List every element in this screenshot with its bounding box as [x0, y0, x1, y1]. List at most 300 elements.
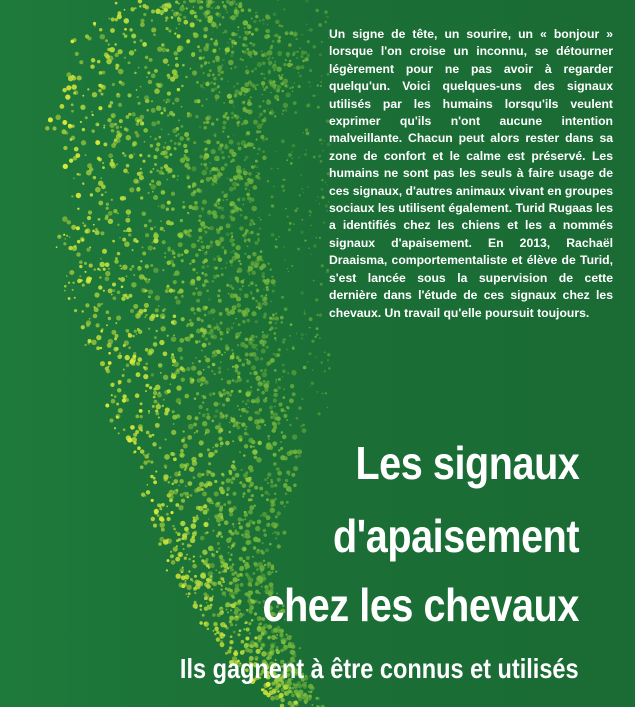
illustration-dot — [167, 261, 171, 265]
illustration-dot — [241, 8, 245, 12]
illustration-dot — [263, 77, 266, 80]
illustration-dot — [262, 331, 264, 333]
illustration-dot — [79, 60, 83, 64]
illustration-dot — [108, 44, 110, 46]
illustration-dot — [203, 56, 205, 58]
illustration-dot — [130, 309, 134, 313]
illustration-dot — [181, 317, 185, 321]
illustration-dot — [129, 50, 134, 55]
illustration-dot — [272, 441, 277, 446]
illustration-dot — [251, 294, 252, 295]
illustration-dot — [227, 116, 229, 118]
illustration-dot — [221, 637, 223, 639]
illustration-dot — [163, 99, 165, 101]
illustration-dot — [183, 443, 188, 448]
illustration-dot — [255, 590, 259, 594]
illustration-dot — [299, 194, 301, 196]
illustration-dot — [275, 327, 277, 329]
illustration-dot — [176, 27, 178, 29]
illustration-dot — [169, 490, 175, 496]
illustration-dot — [204, 355, 207, 358]
illustration-dot — [188, 481, 193, 486]
illustration-dot — [267, 99, 269, 101]
illustration-dot — [272, 40, 275, 43]
illustration-dot — [281, 431, 284, 434]
illustration-dot — [249, 223, 252, 226]
illustration-dot — [261, 349, 266, 354]
illustration-dot — [123, 428, 126, 431]
illustration-dot — [177, 175, 179, 177]
illustration-dot — [203, 395, 207, 399]
illustration-dot — [97, 157, 101, 161]
illustration-dot — [239, 451, 241, 453]
illustration-dot — [140, 415, 143, 418]
illustration-dot — [194, 516, 199, 521]
illustration-dot — [204, 63, 207, 66]
illustration-dot — [113, 209, 117, 213]
illustration-dot — [242, 320, 245, 323]
illustration-dot — [317, 391, 319, 393]
illustration-dot — [218, 73, 221, 76]
illustration-dot — [263, 301, 267, 305]
illustration-dot — [262, 275, 265, 278]
illustration-dot — [71, 103, 74, 106]
illustration-dot — [230, 232, 233, 235]
illustration-dot — [219, 428, 224, 433]
illustration-dot — [204, 532, 207, 535]
illustration-dot — [234, 209, 236, 211]
illustration-dot — [254, 486, 258, 490]
illustration-dot — [156, 11, 158, 13]
illustration-dot — [270, 564, 274, 568]
illustration-dot — [227, 500, 231, 504]
illustration-dot — [140, 402, 143, 405]
illustration-dot — [274, 95, 279, 100]
illustration-dot — [210, 38, 212, 40]
illustration-dot — [170, 383, 172, 385]
illustration-dot — [164, 156, 166, 158]
illustration-dot — [80, 279, 83, 282]
illustration-dot — [151, 180, 154, 183]
illustration-dot — [220, 173, 223, 176]
illustration-dot — [215, 56, 220, 61]
illustration-dot — [327, 359, 329, 361]
illustration-dot — [143, 374, 148, 379]
illustration-dot — [260, 340, 262, 342]
illustration-dot — [244, 562, 249, 567]
illustration-dot — [148, 289, 153, 294]
illustration-dot — [193, 312, 195, 314]
illustration-dot — [233, 134, 234, 135]
illustration-dot — [296, 333, 298, 335]
illustration-dot — [232, 46, 234, 48]
illustration-dot — [221, 151, 224, 154]
illustration-dot — [266, 362, 270, 366]
illustration-dot — [148, 410, 150, 412]
illustration-dot — [243, 36, 247, 40]
illustration-dot — [193, 33, 199, 39]
illustration-dot — [174, 148, 177, 151]
illustration-dot — [309, 210, 311, 212]
illustration-dot — [202, 492, 207, 497]
illustration-dot — [81, 140, 86, 145]
illustration-dot — [174, 270, 179, 275]
illustration-dot — [95, 230, 100, 235]
illustration-dot — [252, 600, 256, 604]
illustration-dot — [140, 168, 142, 170]
illustration-dot — [144, 66, 147, 69]
illustration-dot — [222, 403, 225, 406]
illustration-dot — [237, 270, 239, 272]
illustration-dot — [145, 384, 149, 388]
illustration-dot — [176, 385, 181, 390]
illustration-dot — [277, 353, 280, 356]
illustration-dot — [145, 362, 148, 365]
illustration-dot — [90, 193, 93, 196]
illustration-dot — [181, 499, 185, 503]
illustration-dot — [201, 241, 203, 243]
illustration-dot — [247, 489, 251, 493]
illustration-dot — [207, 73, 211, 77]
illustration-dot — [265, 548, 269, 552]
illustration-dot — [77, 208, 79, 210]
illustration-dot — [216, 550, 219, 553]
illustration-dot — [276, 531, 280, 535]
illustration-dot — [203, 121, 206, 124]
illustration-dot — [114, 123, 117, 126]
illustration-dot — [262, 100, 264, 102]
illustration-dot — [144, 454, 149, 459]
illustration-dot — [190, 334, 194, 338]
illustration-dot — [171, 336, 177, 342]
illustration-dot — [227, 567, 229, 569]
illustration-dot — [159, 507, 162, 510]
illustration-dot — [201, 105, 203, 107]
illustration-dot — [87, 163, 92, 168]
illustration-dot — [212, 32, 213, 33]
illustration-dot — [206, 139, 211, 144]
illustration-dot — [111, 17, 115, 21]
illustration-dot — [291, 370, 296, 375]
illustration-dot — [201, 207, 204, 210]
illustration-dot — [285, 492, 288, 495]
illustration-dot — [177, 133, 179, 135]
illustration-dot — [197, 371, 202, 376]
illustration-dot — [250, 281, 254, 285]
illustration-dot — [202, 199, 207, 204]
illustration-dot — [80, 105, 85, 110]
illustration-dot — [274, 493, 277, 496]
illustration-dot — [103, 142, 107, 146]
illustration-dot — [183, 437, 186, 440]
illustration-dot — [213, 318, 215, 320]
illustration-dot — [203, 163, 207, 167]
illustration-dot — [254, 265, 257, 268]
illustration-dot — [248, 189, 250, 191]
illustration-dot — [284, 410, 287, 413]
illustration-dot — [245, 636, 249, 640]
illustration-dot — [185, 336, 190, 341]
illustration-dot — [275, 316, 279, 320]
illustration-dot — [134, 131, 138, 135]
illustration-dot — [239, 36, 241, 38]
illustration-dot — [310, 691, 313, 694]
illustration-dot — [240, 118, 241, 119]
illustration-dot — [199, 57, 202, 60]
illustration-dot — [235, 336, 238, 339]
illustration-dot — [257, 62, 262, 67]
illustration-dot — [195, 287, 197, 289]
illustration-dot — [281, 74, 283, 76]
illustration-dot — [237, 29, 239, 31]
illustration-dot — [158, 205, 160, 207]
illustration-dot — [226, 223, 231, 228]
illustration-dot — [74, 297, 76, 299]
illustration-dot — [260, 514, 262, 516]
illustration-dot — [300, 231, 303, 234]
illustration-dot — [262, 272, 265, 275]
illustration-dot — [260, 383, 262, 385]
illustration-dot — [236, 247, 238, 249]
illustration-dot — [95, 228, 98, 231]
illustration-dot — [229, 16, 232, 19]
illustration-dot — [286, 634, 288, 636]
illustration-dot — [140, 121, 144, 125]
illustration-dot — [215, 268, 217, 270]
illustration-dot — [280, 455, 285, 460]
illustration-dot — [209, 244, 212, 247]
illustration-dot — [225, 52, 228, 55]
illustration-dot — [200, 64, 203, 67]
illustration-dot — [245, 353, 249, 357]
illustration-dot — [232, 250, 235, 253]
illustration-dot — [217, 542, 220, 545]
illustration-dot — [201, 272, 204, 275]
illustration-dot — [255, 300, 258, 303]
illustration-dot — [155, 9, 161, 15]
illustration-dot — [322, 150, 324, 152]
illustration-dot — [160, 204, 165, 209]
illustration-dot — [167, 77, 170, 80]
illustration-dot — [85, 303, 89, 307]
illustration-dot — [257, 441, 261, 445]
illustration-dot — [258, 240, 260, 242]
illustration-dot — [248, 8, 252, 12]
illustration-dot — [167, 389, 171, 393]
illustration-dot — [246, 193, 250, 197]
illustration-dot — [263, 110, 266, 113]
illustration-dot — [169, 111, 174, 116]
illustration-dot — [228, 530, 232, 534]
illustration-dot — [203, 126, 207, 130]
illustration-dot — [268, 383, 270, 385]
illustration-dot — [160, 166, 163, 169]
illustration-dot — [278, 74, 280, 76]
illustration-dot — [320, 85, 322, 87]
illustration-dot — [236, 531, 240, 535]
illustration-dot — [260, 647, 263, 650]
illustration-dot — [267, 334, 269, 336]
illustration-dot — [319, 53, 322, 56]
illustration-dot — [200, 327, 204, 331]
illustration-dot — [181, 85, 184, 88]
illustration-dot — [212, 447, 214, 449]
illustration-dot — [192, 560, 195, 563]
illustration-dot — [245, 156, 249, 160]
illustration-dot — [218, 402, 221, 405]
illustration-dot — [218, 424, 221, 427]
illustration-dot — [186, 7, 188, 9]
illustration-dot — [240, 263, 242, 265]
illustration-dot — [213, 622, 218, 627]
illustration-dot — [241, 140, 246, 145]
illustration-dot — [229, 394, 232, 397]
illustration-dot — [57, 235, 61, 239]
illustration-dot — [273, 393, 278, 398]
illustration-dot — [235, 624, 237, 626]
illustration-dot — [315, 9, 319, 13]
illustration-dot — [100, 361, 105, 366]
illustration-dot — [283, 388, 285, 390]
illustration-dot — [267, 50, 273, 56]
illustration-dot — [298, 156, 300, 158]
illustration-dot — [275, 238, 277, 240]
illustration-dot — [315, 298, 318, 301]
illustration-dot — [326, 210, 327, 211]
illustration-dot — [205, 167, 208, 170]
illustration-dot — [138, 0, 142, 4]
illustration-dot — [219, 611, 224, 616]
illustration-dot — [158, 416, 160, 418]
illustration-dot — [238, 522, 240, 524]
illustration-dot — [247, 24, 249, 26]
illustration-dot — [186, 324, 189, 327]
illustration-dot — [244, 513, 248, 517]
illustration-dot — [67, 220, 71, 224]
illustration-dot — [300, 55, 303, 58]
illustration-dot — [199, 482, 204, 487]
illustration-dot — [176, 574, 181, 579]
illustration-dot — [189, 263, 191, 265]
illustration-dot — [271, 635, 276, 640]
illustration-dot — [139, 309, 144, 314]
illustration-dot — [288, 271, 289, 272]
illustration-dot — [321, 264, 324, 267]
illustration-dot — [148, 245, 153, 250]
illustration-dot — [74, 147, 79, 152]
illustration-dot — [155, 295, 161, 301]
illustration-dot — [198, 340, 200, 342]
illustration-dot — [212, 554, 214, 556]
illustration-dot — [301, 174, 302, 175]
illustration-dot — [175, 531, 177, 533]
illustration-dot — [277, 511, 281, 515]
illustration-dot — [221, 354, 223, 356]
illustration-dot — [194, 592, 196, 594]
illustration-dot — [171, 560, 176, 565]
illustration-dot — [165, 467, 167, 469]
illustration-dot — [240, 583, 244, 587]
illustration-dot — [244, 358, 246, 360]
illustration-dot — [215, 240, 219, 244]
illustration-dot — [187, 435, 192, 440]
illustration-dot — [143, 366, 146, 369]
illustration-dot — [103, 125, 105, 127]
illustration-dot — [173, 280, 177, 284]
illustration-dot — [244, 593, 247, 596]
illustration-dot — [249, 632, 251, 634]
illustration-dot — [105, 191, 107, 193]
illustration-dot — [291, 687, 294, 690]
illustration-dot — [307, 361, 309, 363]
illustration-dot — [218, 299, 222, 303]
illustration-dot — [189, 229, 192, 232]
illustration-dot — [242, 204, 244, 206]
illustration-dot — [153, 33, 156, 36]
illustration-dot — [216, 323, 218, 325]
illustration-dot — [177, 291, 180, 294]
illustration-dot — [206, 98, 208, 100]
illustration-dot — [259, 227, 261, 229]
illustration-dot — [112, 83, 115, 86]
illustration-dot — [275, 537, 277, 539]
illustration-dot — [213, 1, 215, 3]
illustration-dot — [207, 366, 210, 369]
illustration-dot — [218, 371, 221, 374]
illustration-dot — [196, 272, 198, 274]
illustration-dot — [206, 470, 209, 473]
illustration-dot — [262, 344, 265, 347]
illustration-dot — [253, 223, 255, 225]
illustration-dot — [282, 338, 285, 341]
illustration-dot — [216, 228, 219, 231]
illustration-dot — [171, 372, 173, 374]
illustration-dot — [301, 333, 304, 336]
illustration-dot — [150, 227, 153, 230]
illustration-dot — [209, 173, 211, 175]
illustration-dot — [213, 630, 215, 632]
illustration-dot — [198, 228, 202, 232]
illustration-dot — [173, 528, 176, 531]
illustration-dot — [199, 214, 202, 217]
illustration-dot — [251, 70, 254, 73]
illustration-dot — [232, 467, 236, 471]
illustration-dot — [195, 357, 197, 359]
illustration-dot — [191, 365, 196, 370]
illustration-dot — [221, 167, 225, 171]
illustration-dot — [274, 526, 277, 529]
illustration-dot — [231, 603, 236, 608]
illustration-dot — [219, 487, 224, 492]
illustration-dot — [242, 234, 244, 236]
illustration-dot — [273, 284, 275, 286]
illustration-dot — [228, 537, 232, 541]
illustration-dot — [130, 7, 134, 11]
illustration-dot — [290, 490, 292, 492]
illustration-dot — [244, 31, 247, 34]
illustration-dot — [172, 415, 177, 420]
illustration-dot — [191, 243, 196, 248]
illustration-dot — [260, 50, 262, 52]
illustration-dot — [271, 317, 275, 321]
illustration-dot — [280, 501, 284, 505]
illustration-dot — [107, 343, 112, 348]
illustration-dot — [150, 475, 153, 478]
illustration-dot — [283, 246, 285, 248]
illustration-dot — [179, 463, 184, 468]
illustration-dot — [274, 322, 277, 325]
illustration-dot — [202, 614, 205, 617]
